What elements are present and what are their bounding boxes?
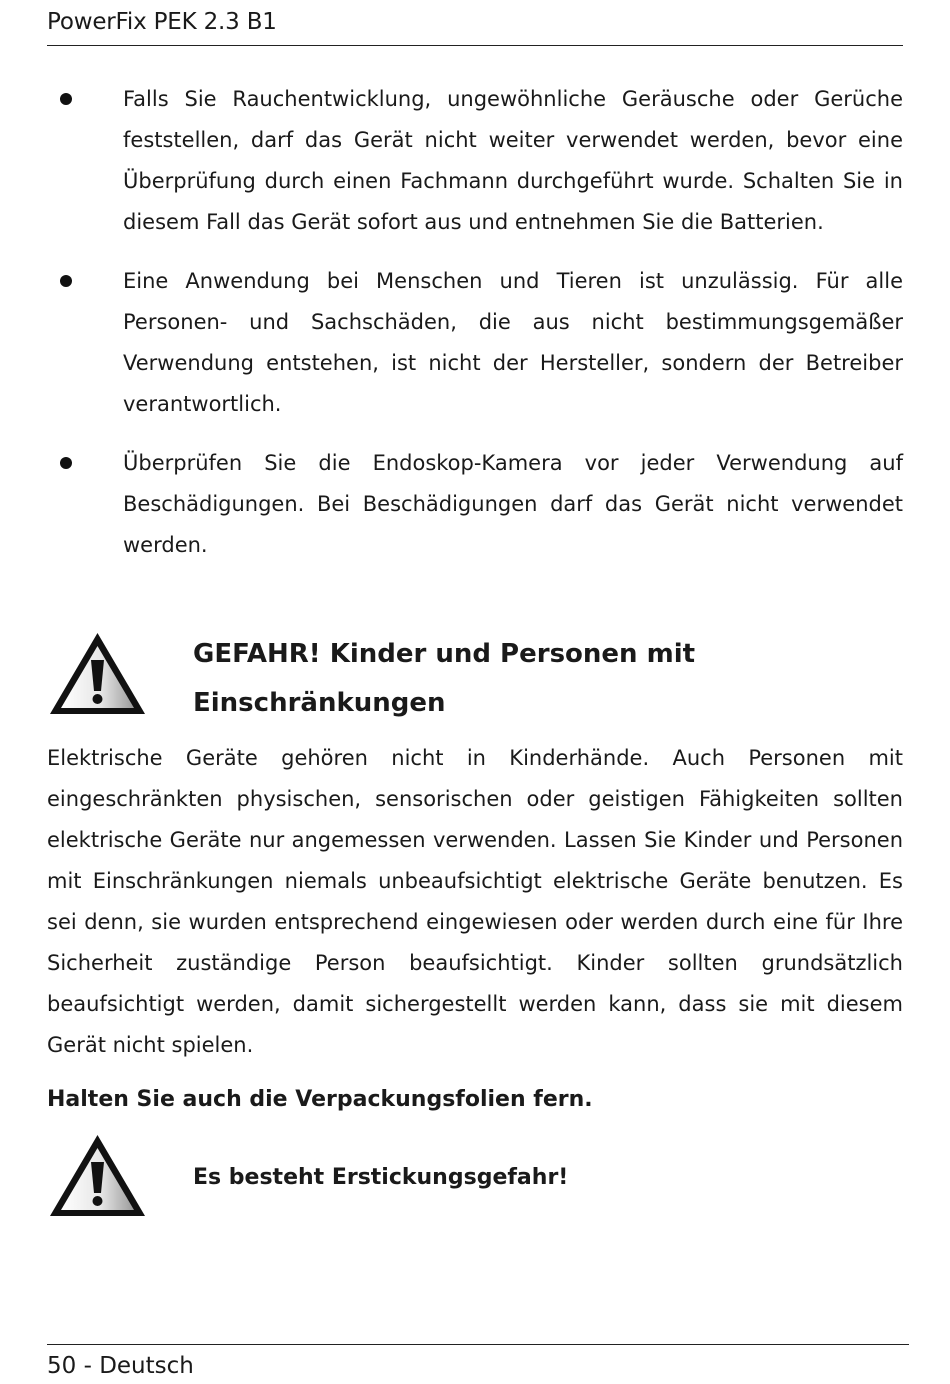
bullet-icon — [60, 457, 72, 469]
list-item — [47, 443, 903, 566]
bullet-text: Überprüfen Sie die Endoskop-Kamera vor jeder Verwendung auf Beschädigungen. Bei Beschädigungen darf das Gerät nicht verwendet werden. — [123, 451, 903, 557]
footer-divider — [47, 1344, 909, 1345]
bullet-text: Falls Sie Rauchentwicklung, ungewöhnliche Geräusche oder Gerüche feststellen, darf das Gerät nicht weiter verwendet werden, bevor eine Überprüfung durch einen Fachmann durchgeführt wurde. Schalten Sie in diesem Fall das Gerät sofort aus und entnehmen Sie die Batterien. — [123, 87, 903, 234]
warning-triangle-icon — [47, 1132, 148, 1219]
list-item — [47, 261, 903, 425]
bullet-text: Eine Anwendung bei Menschen und Tieren ist unzulässig. Für alle Personen- und Sachschäden, die aus nicht bestimmungsgemäßer Verwendung entstehen, ist nicht der Hersteller, sondern der Betreiber verantwortlich. — [123, 269, 903, 416]
document-title: PowerFix PEK 2.3 B1 — [47, 9, 277, 35]
warning-triangle-icon — [47, 630, 148, 717]
body-paragraph: Elektrische Geräte gehören nicht in Kinderhände. Auch Personen mit eingeschränkten physischen, sensorischen oder geistigen Fähigkeiten sollten elektrische Geräte nur angemessen verwenden. Lassen Sie Kinder und Personen mit Einschränkungen niemals unbeaufsichtigt elektrische Geräte benutzen. Es sei denn, sie wurden entsprechend eingewiesen oder werden durch eine für Ihre Sicherheit zuständige Person beaufsichtigt. Kinder sollten grundsätzlich beaufsichtigt werden, damit sichergestellt werden kann, dass sie mit diesem Gerät nicht spielen. — [47, 746, 903, 1057]
page-header — [47, 4, 903, 46]
danger-title — [193, 630, 793, 728]
danger-title-line1: GEFAHR! Kinder und Personen mit — [193, 639, 696, 669]
danger-heading — [47, 630, 903, 728]
list-item — [47, 79, 903, 243]
bullet-icon — [60, 275, 72, 287]
suffocation-warning-text: Es besteht Erstickungsgefahr! — [193, 1165, 569, 1190]
page-number: 50 - Deutsch — [47, 1353, 194, 1379]
safety-bullet-list — [47, 79, 903, 584]
suffocation-warning — [47, 1132, 903, 1222]
danger-title-line2: Einschränkungen — [193, 688, 446, 718]
bullet-icon — [60, 93, 72, 105]
packaging-warning: Halten Sie auch die Verpackungsfolien fern. — [47, 1087, 593, 1112]
